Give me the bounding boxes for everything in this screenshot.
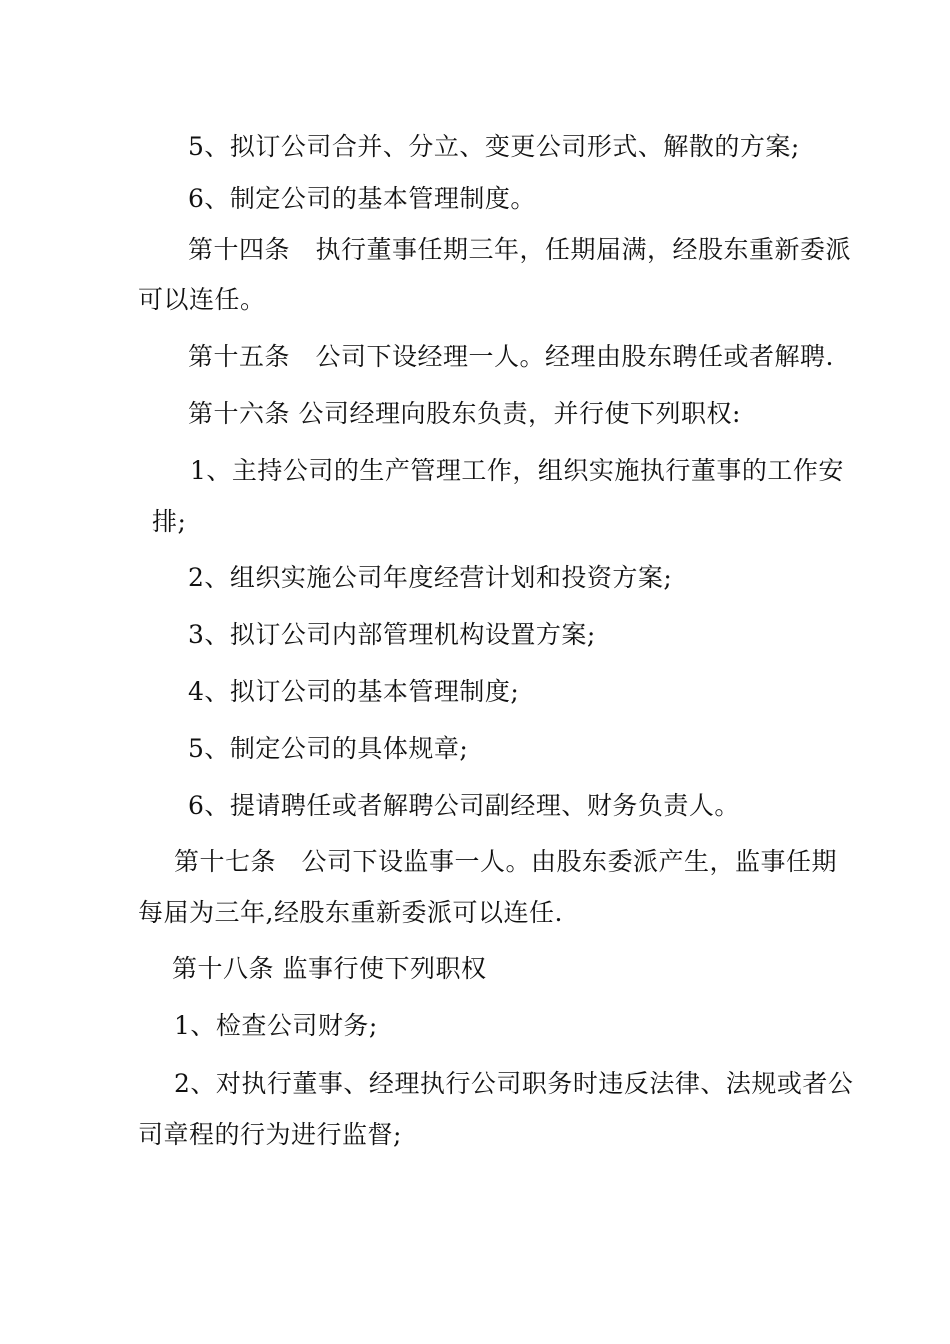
text-line: 第十四条 执行董事任期三年，任期届满，经股东重新委派 <box>188 235 852 264</box>
text-line: 1、主持公司的生产管理工作，组织实施执行董事的工作安 <box>190 456 844 485</box>
text-line: 2、对执行董事、经理执行公司职务时违反法律、法规或者公 <box>174 1069 854 1098</box>
text-line: 5、制定公司的具体规章; <box>188 734 469 763</box>
text-line: 第十五条 公司下设经理一人。经理由股东聘任或者解聘. <box>188 342 834 371</box>
text-line: 3、拟订公司内部管理机构设置方案; <box>188 620 596 649</box>
text-line: 可以连任。 <box>138 285 266 314</box>
text-line: 2、组织实施公司年度经营计划和投资方案; <box>188 563 673 592</box>
text-line: 排; <box>152 507 187 536</box>
text-line: 司章程的行为进行监督; <box>138 1120 402 1149</box>
text-line: 5、拟订公司合并、分立、变更公司形式、解散的方案; <box>188 132 800 161</box>
text-line: 第十八条 监事行使下列职权 <box>172 954 487 983</box>
text-line: 第十六条 公司经理向股东负责，并行使下列职权: <box>188 399 741 428</box>
text-line: 1、检查公司财务; <box>174 1011 378 1040</box>
text-line: 第十七条 公司下设监事一人。由股东委派产生，监事任期 <box>174 847 838 876</box>
text-line: 6、提请聘任或者解聘公司副经理、财务负责人。 <box>188 791 740 820</box>
text-line: 4、拟订公司的基本管理制度; <box>188 677 520 706</box>
text-line: 6、制定公司的基本管理制度。 <box>188 184 536 213</box>
text-line: 每届为三年,经股东重新委派可以连任. <box>138 898 563 927</box>
